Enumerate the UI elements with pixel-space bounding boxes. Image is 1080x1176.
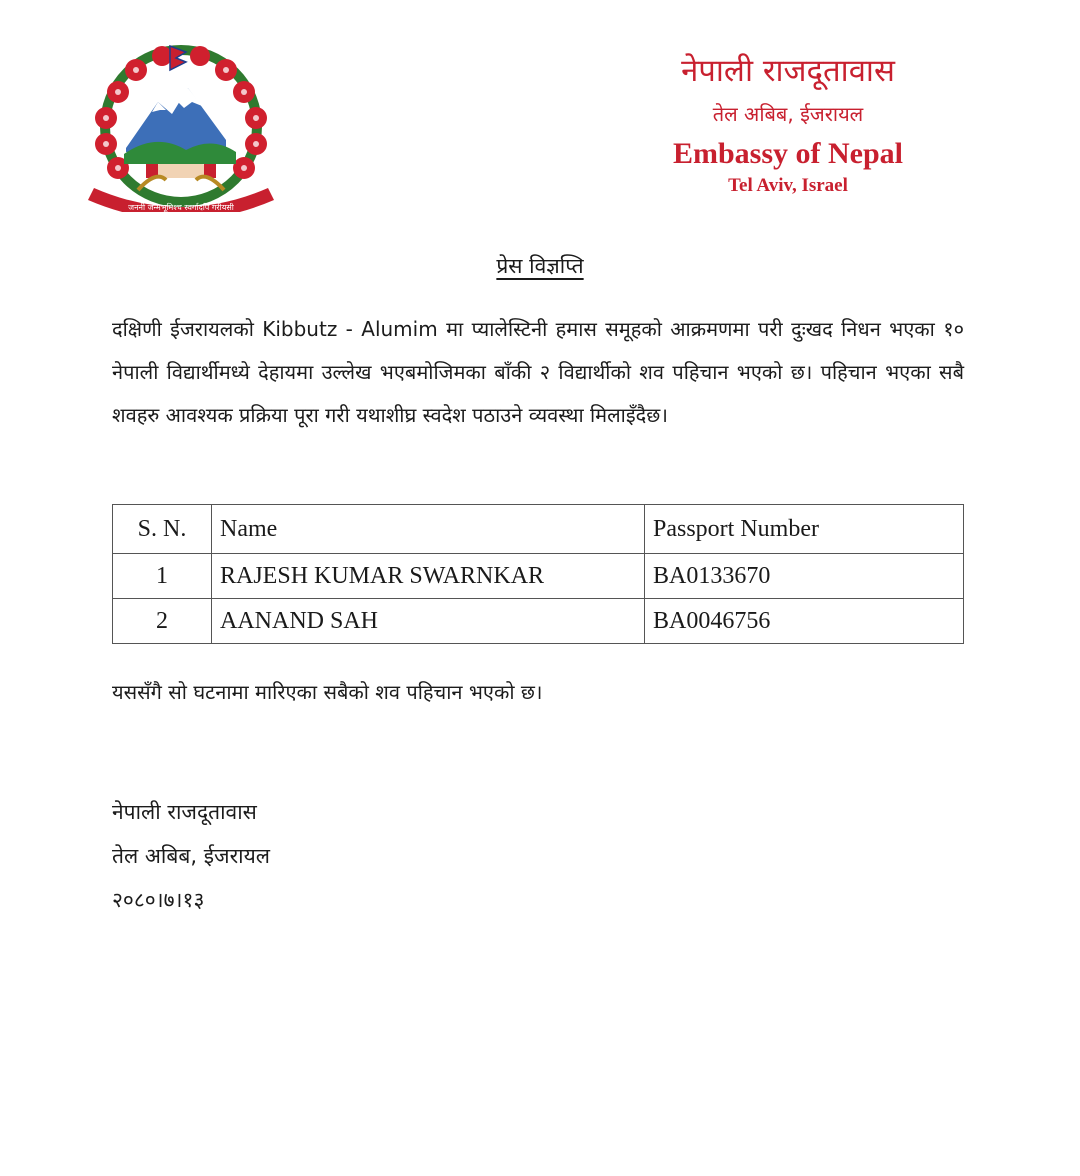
embassy-location-english: Tel Aviv, Israel (728, 175, 848, 196)
header-sn: S. N. (113, 505, 212, 554)
embassy-header (618, 48, 958, 198)
cell-name: AANAND SAH (212, 599, 645, 644)
table-row (113, 554, 964, 599)
cell-sn: 2 (113, 599, 212, 644)
header-name: Name (212, 505, 645, 554)
header-passport: Passport Number (645, 505, 964, 554)
table-header-row (113, 505, 964, 554)
embassy-name-english: Embassy of Nepal (672, 137, 904, 170)
press-release-title: प्रेस विज्ञप्ति (496, 254, 584, 278)
nepal-coat-of-arms-emblem (76, 40, 286, 212)
table-row (113, 599, 964, 644)
signature-block (112, 790, 270, 922)
press-release-body: दक्षिणी ईजरायलको Kibbutz - Alumim मा प्यालेस्टिनी हमास समूहको आक्रमणमा परी दुःखद निधन भएका १० नेपाली विद्यार्थीमध्ये देहायमा उल्लेख भएबमोजिमका बाँकी २ विद्यार्थीको शव पहिचान भएको छ। पहिचान भएका सबै शवहरु आवश्यक प्रक्रिया पूरा गरी यथाशीघ्र स्वदेश पठाउने व्यवस्था मिलाइँदैछ। (112, 317, 964, 427)
closing-statement: यससँगै सो घटनामा मारिएका सबैको शव पहिचान भएको छ। (112, 680, 543, 704)
emblem-motto: जननी जन्मभूमिश्च स्वर्गादपि गरीयसी (128, 203, 234, 212)
signature-date: २०८०।७।१३ (112, 888, 205, 912)
embassy-name-nepali: नेपाली राजदूतावास (681, 53, 895, 89)
cell-sn: 1 (113, 554, 212, 599)
cell-name: RAJESH KUMAR SWARNKAR (212, 554, 645, 599)
cell-passport: BA0133670 (645, 554, 964, 599)
embassy-location-nepali: तेल अबिब, ईजरायल (712, 102, 864, 126)
victims-table (112, 504, 964, 644)
cell-passport: BA0046756 (645, 599, 964, 644)
signature-embassy: नेपाली राजदूतावास (112, 800, 257, 824)
signature-location: तेल अबिब, ईजरायल (112, 844, 271, 868)
